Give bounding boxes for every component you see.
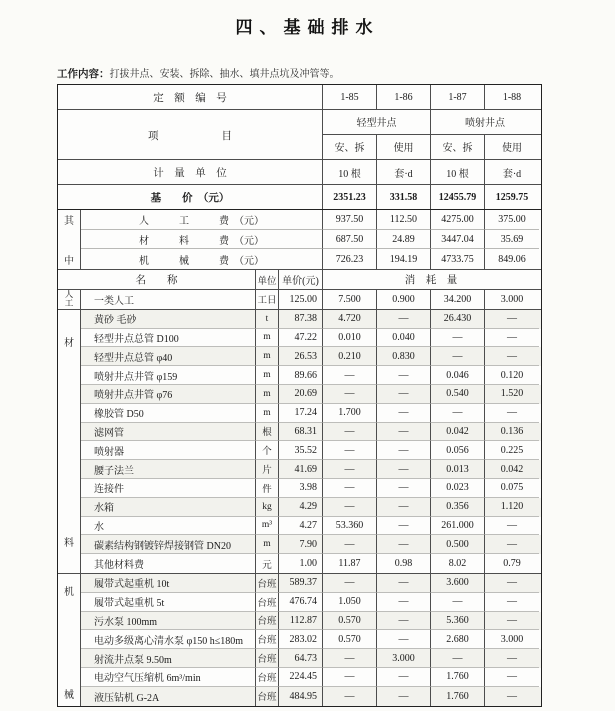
item-consumption-2: — — [377, 612, 431, 631]
item-unit-price: 4.29 — [279, 498, 323, 517]
item-unit: 台班 — [256, 687, 279, 706]
item-unit-price: 26.53 — [279, 347, 323, 366]
item-consumption-1: 7.500 — [323, 290, 377, 309]
section-category-label — [58, 310, 81, 573]
table-row — [81, 668, 541, 687]
item-consumption-1: 0.570 — [323, 630, 377, 649]
table-section — [58, 310, 541, 574]
item-unit-price: 20.69 — [279, 385, 323, 404]
item-consumption-1: — — [323, 574, 377, 593]
labor-fee-1: 937.50 — [323, 210, 377, 230]
item-consumption-3: 0.056 — [431, 441, 485, 460]
labor-fee-2: 112.50 — [377, 210, 431, 230]
item-consumption-1: — — [323, 649, 377, 668]
item-consumption-1: 1.050 — [323, 593, 377, 612]
item-consumption-3: — — [431, 593, 485, 612]
material-fee-2: 24.89 — [377, 230, 431, 250]
table-row — [81, 329, 541, 348]
machine-fee-label: 机 械 费 （元） — [81, 249, 323, 269]
section-category-char: 人 — [64, 289, 74, 300]
item-consumption-3: 8.02 — [431, 554, 485, 573]
page-title: 四、基础排水 — [235, 18, 380, 37]
item-consumption-3: 1.760 — [431, 687, 485, 706]
item-consumption-1: — — [323, 366, 377, 385]
item-unit: 台班 — [256, 612, 279, 631]
item-unit-price: 17.24 — [279, 404, 323, 423]
measure-unit-label: 计 量 单 位 — [58, 160, 323, 184]
material-fee-label: 材 料 费 （元） — [81, 230, 323, 250]
item-consumption-4: 1.520 — [485, 385, 539, 404]
table-row — [81, 385, 541, 404]
item-name: 喷射井点井管 φ76 — [81, 385, 256, 404]
item-unit-price: 64.73 — [279, 649, 323, 668]
item-name: 碳素结构钢镀锌焊接钢管 DN20 — [81, 535, 256, 554]
project-groups — [323, 110, 541, 159]
material-fee-1: 687.50 — [323, 230, 377, 250]
unit-column-header: 单位 — [256, 270, 279, 289]
item-consumption-3: — — [431, 347, 485, 366]
table-row — [81, 366, 541, 385]
item-consumption-2: — — [377, 460, 431, 479]
table-row — [81, 310, 541, 329]
quota-table — [57, 84, 542, 707]
item-name: 黄砂 毛砂 — [81, 310, 256, 329]
item-consumption-1: 4.720 — [323, 310, 377, 329]
item-consumption-3: 0.013 — [431, 460, 485, 479]
item-name: 电动多级离心清水泵 φ150 h≤180m — [81, 630, 256, 649]
base-price-4: 1259.75 — [495, 191, 529, 203]
base-price-1: 2351.23 — [323, 185, 377, 209]
item-consumption-3: 3.600 — [431, 574, 485, 593]
item-name: 电动空气压缩机 6m³/min — [81, 668, 256, 687]
item-consumption-2: — — [377, 517, 431, 536]
item-consumption-2: 0.830 — [377, 347, 431, 366]
item-consumption-1: — — [323, 535, 377, 554]
item-unit: 台班 — [256, 574, 279, 593]
labor-fee-4: 375.00 — [485, 210, 539, 230]
section-rows — [81, 290, 541, 309]
item-consumption-3: 0.356 — [431, 498, 485, 517]
machine-fee-2: 194.19 — [377, 249, 431, 269]
item-unit-price: 125.00 — [279, 290, 323, 309]
item-name: 轻型井点总管 φ40 — [81, 347, 256, 366]
item-unit: m³ — [256, 517, 279, 536]
section-category-char: 工 — [64, 298, 74, 309]
item-consumption-2: — — [377, 310, 431, 329]
measure-unit-3: 10 根 — [431, 160, 485, 184]
section-category-char: 机 — [64, 586, 74, 598]
item-consumption-3: 0.042 — [431, 423, 485, 442]
table-row — [81, 535, 541, 554]
item-name: 滤网管 — [81, 423, 256, 442]
item-name: 橡胶管 D50 — [81, 404, 256, 423]
material-fee-row — [81, 230, 541, 250]
item-consumption-3: 0.540 — [431, 385, 485, 404]
item-consumption-4: 0.79 — [503, 558, 521, 570]
item-unit: 工日 — [256, 290, 279, 309]
item-unit-price: 35.52 — [279, 441, 323, 460]
item-unit-price: 589.37 — [279, 574, 323, 593]
item-consumption-3: — — [431, 649, 485, 668]
item-name: 喷射井点井管 φ159 — [81, 366, 256, 385]
item-unit: m — [256, 347, 279, 366]
item-name: 其他材料费 — [81, 554, 256, 573]
item-consumption-4: — — [507, 690, 517, 702]
item-unit-price: 68.31 — [279, 423, 323, 442]
item-unit: m — [256, 404, 279, 423]
group-row — [323, 110, 541, 135]
item-consumption-1: — — [323, 479, 377, 498]
item-unit: 个 — [256, 441, 279, 460]
section-category-char: 械 — [64, 689, 74, 701]
item-consumption-2: — — [377, 441, 431, 460]
item-unit-price: 476.74 — [279, 593, 323, 612]
item-consumption-4: 3.000 — [500, 293, 524, 305]
labor-fee-label: 人 工 费 （元） — [81, 210, 323, 230]
item-name: 轻型井点总管 D100 — [81, 329, 256, 348]
item-consumption-1: 11.87 — [323, 554, 377, 573]
item-consumption-1: — — [323, 668, 377, 687]
item-consumption-4: 3.000 — [485, 630, 539, 649]
item-unit-price: 224.45 — [279, 668, 323, 687]
measure-unit-2: 套·d — [377, 160, 431, 184]
table-row — [81, 554, 541, 573]
labor-fee-row — [81, 210, 541, 230]
item-consumption-4: — — [485, 404, 539, 423]
item-name: 一类人工 — [81, 290, 256, 309]
subcol-1: 安、拆 — [323, 135, 377, 159]
item-name: 腰子法兰 — [81, 460, 256, 479]
item-consumption-4: 1.120 — [485, 498, 539, 517]
table-row — [81, 649, 541, 668]
name-column-header: 名 称 — [58, 270, 256, 289]
item-consumption-4: — — [485, 668, 539, 687]
section-category-char: 料 — [64, 537, 74, 549]
measure-unit-4: 套·d — [502, 168, 522, 180]
table-row — [81, 517, 541, 536]
item-consumption-4: — — [485, 310, 539, 329]
subcol-row — [323, 135, 541, 159]
base-price-label: 基 价 （元） — [58, 185, 323, 209]
base-price-2: 331.58 — [377, 185, 431, 209]
item-unit: m — [256, 385, 279, 404]
item-unit: 元 — [256, 554, 279, 573]
item-consumption-2: — — [377, 687, 431, 706]
item-consumption-4: — — [485, 517, 539, 536]
table-row — [81, 687, 541, 706]
item-unit-price: 1.00 — [279, 554, 323, 573]
item-consumption-2: — — [377, 668, 431, 687]
item-consumption-1: 0.010 — [323, 329, 377, 348]
material-fee-3: 3447.04 — [431, 230, 485, 250]
base-price-row — [58, 185, 541, 210]
item-name: 喷射器 — [81, 441, 256, 460]
work-content-label: 工作内容： — [57, 69, 110, 80]
quota-code-2: 1-86 — [377, 85, 431, 109]
item-unit: m — [256, 329, 279, 348]
item-unit: 台班 — [256, 649, 279, 668]
table-row — [81, 479, 541, 498]
item-consumption-2: 0.040 — [377, 329, 431, 348]
items-body — [58, 290, 541, 706]
quota-code-1: 1-85 — [323, 85, 377, 109]
table-section — [58, 290, 541, 310]
item-consumption-1: — — [323, 498, 377, 517]
measure-unit-row — [58, 160, 541, 185]
item-unit-price: 47.22 — [279, 329, 323, 348]
section-category-label — [58, 290, 81, 309]
item-unit: 台班 — [256, 593, 279, 612]
subcol-2: 使用 — [377, 135, 431, 159]
quota-code-row — [58, 85, 541, 110]
table-row — [81, 460, 541, 479]
table-row — [81, 290, 541, 309]
item-unit: 片 — [256, 460, 279, 479]
group-jet-wellpoint: 喷射井点 — [465, 118, 505, 130]
consumption-column-header: 消 耗 量 — [404, 275, 458, 286]
item-consumption-4: 0.136 — [485, 423, 539, 442]
work-content-text: 打拔井点、安装、拆除、抽水、填井点坑及冲管等。 — [109, 69, 340, 80]
item-consumption-2: — — [377, 423, 431, 442]
item-consumption-4: 0.042 — [485, 460, 539, 479]
item-unit: m — [256, 366, 279, 385]
item-consumption-4: — — [485, 347, 539, 366]
item-unit: 台班 — [256, 630, 279, 649]
labor-fee-3: 4275.00 — [431, 210, 485, 230]
item-consumption-4: 0.075 — [485, 479, 539, 498]
item-unit-price: 7.90 — [279, 535, 323, 554]
item-consumption-3: 0.500 — [431, 535, 485, 554]
item-consumption-1: 53.360 — [323, 517, 377, 536]
item-unit: 件 — [256, 479, 279, 498]
item-consumption-4: — — [485, 574, 539, 593]
quota-code-3: 1-87 — [431, 85, 485, 109]
item-consumption-2: — — [377, 404, 431, 423]
item-consumption-3: — — [431, 404, 485, 423]
item-consumption-2: 0.98 — [377, 554, 431, 573]
item-consumption-4: — — [485, 329, 539, 348]
item-consumption-2: — — [377, 630, 431, 649]
item-consumption-4: — — [485, 649, 539, 668]
subcol-4: 使用 — [502, 143, 522, 155]
item-consumption-2: — — [377, 479, 431, 498]
item-consumption-3: 261.000 — [431, 517, 485, 536]
table-row — [81, 574, 541, 593]
item-consumption-4: — — [485, 535, 539, 554]
item-unit: 根 — [256, 423, 279, 442]
item-consumption-1: 0.570 — [323, 612, 377, 631]
item-consumption-2: — — [377, 593, 431, 612]
item-consumption-1: — — [323, 385, 377, 404]
item-consumption-1: — — [323, 441, 377, 460]
item-unit-price: 89.66 — [279, 366, 323, 385]
table-row — [81, 630, 541, 649]
subcol-3: 安、拆 — [431, 135, 485, 159]
item-consumption-3: 0.023 — [431, 479, 485, 498]
item-consumption-3: 34.200 — [431, 290, 485, 309]
table-row — [81, 441, 541, 460]
item-consumption-3: 0.046 — [431, 366, 485, 385]
item-unit: kg — [256, 498, 279, 517]
fee-strip — [58, 210, 81, 269]
item-unit: 台班 — [256, 668, 279, 687]
item-consumption-3: 1.760 — [431, 668, 485, 687]
quota-code-4: 1-88 — [502, 91, 522, 103]
item-consumption-1: — — [323, 460, 377, 479]
item-unit-price: 484.95 — [279, 687, 323, 706]
item-name: 履带式起重机 10t — [81, 574, 256, 593]
item-name: 污水泵 100mm — [81, 612, 256, 631]
item-name: 连接件 — [81, 479, 256, 498]
project-row — [58, 110, 541, 160]
columns-header-row — [58, 270, 541, 290]
item-consumption-1: — — [323, 423, 377, 442]
item-consumption-2: 0.900 — [377, 290, 431, 309]
item-name: 射流井点泵 9.50m — [81, 649, 256, 668]
item-consumption-1: — — [323, 687, 377, 706]
item-consumption-2: — — [377, 574, 431, 593]
price-column-header: 单价(元) — [279, 270, 323, 289]
machine-fee-4: 849.06 — [498, 253, 526, 265]
item-unit-price: 4.27 — [279, 517, 323, 536]
table-section — [58, 574, 541, 706]
section-rows — [81, 574, 541, 706]
table-row — [81, 423, 541, 442]
fee-rows — [81, 210, 541, 269]
item-name: 履带式起重机 5t — [81, 593, 256, 612]
fee-strip-char-bottom: 中 — [64, 256, 74, 267]
item-consumption-2: — — [377, 385, 431, 404]
item-name: 水 — [81, 517, 256, 536]
work-content — [57, 65, 615, 81]
item-unit: m — [256, 535, 279, 554]
machine-fee-3: 4733.75 — [431, 249, 485, 269]
item-consumption-4: 0.225 — [485, 441, 539, 460]
item-unit-price: 87.38 — [279, 310, 323, 329]
table-row — [81, 612, 541, 631]
machine-fee-row — [81, 249, 541, 269]
item-consumption-3: 26.430 — [431, 310, 485, 329]
material-fee-4: 35.69 — [485, 230, 539, 250]
quota-code-label: 定 额 编 号 — [58, 85, 323, 109]
item-consumption-2: — — [377, 366, 431, 385]
fee-strip-char-top: 其 — [64, 216, 74, 227]
item-consumption-3: 5.360 — [431, 612, 485, 631]
machine-fee-1: 726.23 — [323, 249, 377, 269]
item-name: 水箱 — [81, 498, 256, 517]
table-row — [81, 404, 541, 423]
item-unit-price: 283.02 — [279, 630, 323, 649]
item-consumption-4: — — [485, 612, 539, 631]
fee-section — [58, 210, 541, 270]
table-row — [81, 593, 541, 612]
section-category-char: 材 — [64, 337, 74, 349]
item-unit-price: 41.69 — [279, 460, 323, 479]
item-consumption-1: 1.700 — [323, 404, 377, 423]
item-name: 液压钻机 G-2A — [81, 687, 256, 706]
document-page — [0, 13, 615, 707]
item-consumption-3: — — [431, 329, 485, 348]
group-light-wellpoint: 轻型井点 — [323, 110, 431, 134]
base-price-3: 12455.79 — [431, 185, 485, 209]
table-row — [81, 347, 541, 366]
item-consumption-4: — — [485, 593, 539, 612]
item-consumption-4: 0.120 — [485, 366, 539, 385]
item-consumption-1: 0.210 — [323, 347, 377, 366]
section-category-label — [58, 574, 81, 706]
item-consumption-3: 2.680 — [431, 630, 485, 649]
item-unit-price: 3.98 — [279, 479, 323, 498]
section-rows — [81, 310, 541, 573]
item-consumption-2: 3.000 — [377, 649, 431, 668]
table-row — [81, 498, 541, 517]
project-label: 项 目 — [58, 110, 323, 160]
item-consumption-2: — — [377, 498, 431, 517]
measure-unit-1: 10 根 — [323, 160, 377, 184]
item-unit-price: 112.87 — [279, 612, 323, 631]
item-consumption-2: — — [377, 535, 431, 554]
item-unit: t — [256, 310, 279, 329]
